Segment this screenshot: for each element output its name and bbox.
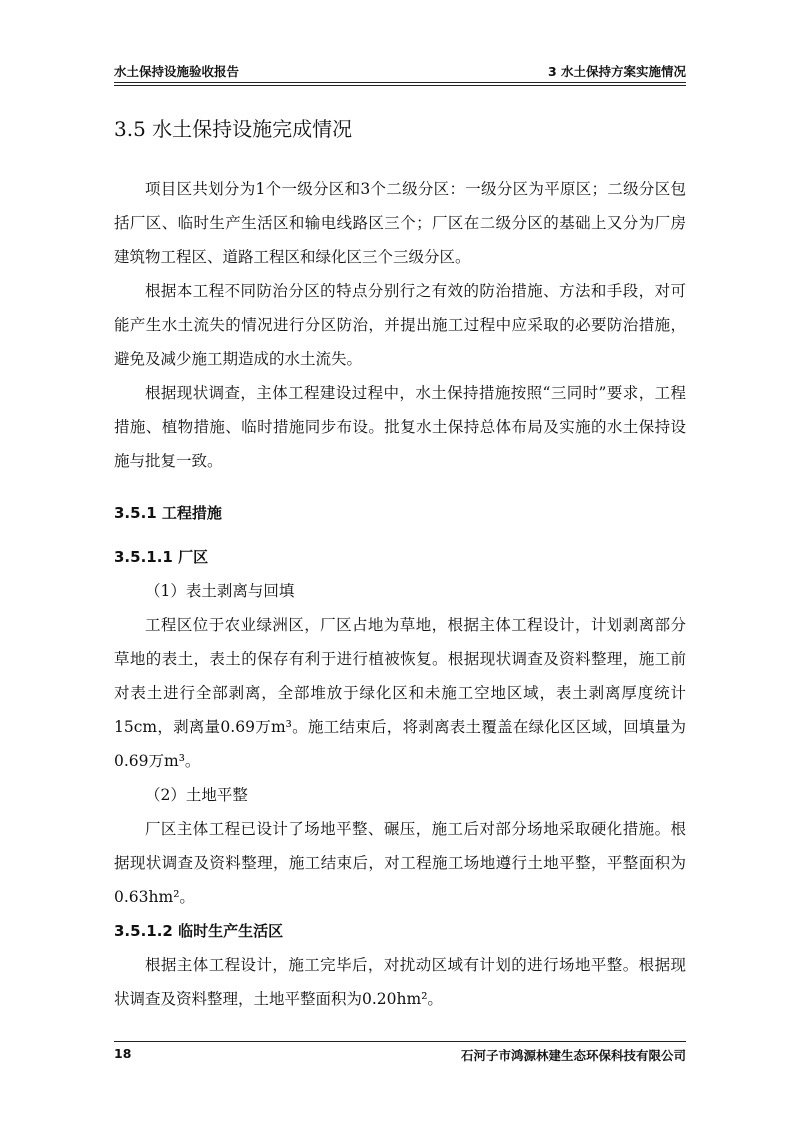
item-label-leveling: （2）土地平整 bbox=[145, 786, 248, 804]
paragraph-measures: 根据本工程不同防治分区的特点分别行之有效的防治措施、方法和手段，对可能产生水土流失的情况进行分区防治，并提出施工过程中应采取的必要防治措施，避免及减少施工期造成的水土流失。 bbox=[114, 282, 686, 368]
subsubsection-title-temporary: 3.5.1.2 临时生产生活区 bbox=[114, 922, 284, 940]
paragraph-leveling: 厂区主体工程已设计了场地平整、碾压，施工后对部分场地采取硬化措施。根据现状调查及资料整理，施工结束后，对工程施工场地遵行土地平整，平整面积为0.63hm²。 bbox=[114, 820, 686, 906]
section-title: 3.5 水土保持设施完成情况 bbox=[114, 117, 353, 141]
paragraph-survey: 根据现状调查，主体工程建设过程中，水土保持措施按照“三同时”要求，工程措施、植物措施、临时措施同步布设。批复水土保持总体布局及实施的水土保持设施与批复一致。 bbox=[114, 384, 686, 470]
page-body bbox=[114, 112, 686, 1016]
paragraph-topsoil: 工程区位于农业绿洲区，厂区占地为草地，根据主体工程设计，计划剥离部分草地的表土，表土的保存有利于进行植被恢复。根据现状调查及资料整理，施工前对表土进行全部剥离，全部堆放于绿化区和未施工空地区域，表土剥离厚度统计15cm，剥离量0.69万m³。施工结束后，将剥离表土覆盖在绿化区区域，回填量为0.69万m³。 bbox=[114, 616, 686, 770]
header-report-title: 水土保持设施验收报告 bbox=[114, 64, 240, 79]
item-label-topsoil: （1）表土剥离与回填 bbox=[145, 582, 295, 600]
header-divider-thin bbox=[114, 85, 686, 86]
paragraph-temporary: 根据主体工程设计，施工完毕后，对扰动区域有计划的进行场地平整。根据现状调查及资料整理，土地平整面积为0.20hm²。 bbox=[114, 956, 686, 1008]
page-header bbox=[114, 56, 686, 80]
footer-divider bbox=[114, 1041, 686, 1042]
page-number: 18 bbox=[114, 1046, 132, 1061]
header-divider bbox=[114, 82, 686, 83]
footer-company: 石河子市鸿源林建生态环保科技有限公司 bbox=[460, 1048, 686, 1063]
subsubsection-title-plant: 3.5.1.1 厂区 bbox=[114, 548, 209, 566]
header-chapter-title: 3 水土保持方案实施情况 bbox=[547, 64, 686, 79]
page-footer bbox=[114, 1046, 686, 1064]
subsection-title-engineering: 3.5.1 工程措施 bbox=[114, 504, 222, 522]
paragraph-zoning: 项目区共划分为1个一级分区和3个二级分区：一级分区为平原区；二级分区包括厂区、临时生产生活区和输电线路区三个；厂区在二级分区的基础上又分为厂房建筑物工程区、道路工程区和绿化区三个三级分区。 bbox=[114, 180, 686, 266]
